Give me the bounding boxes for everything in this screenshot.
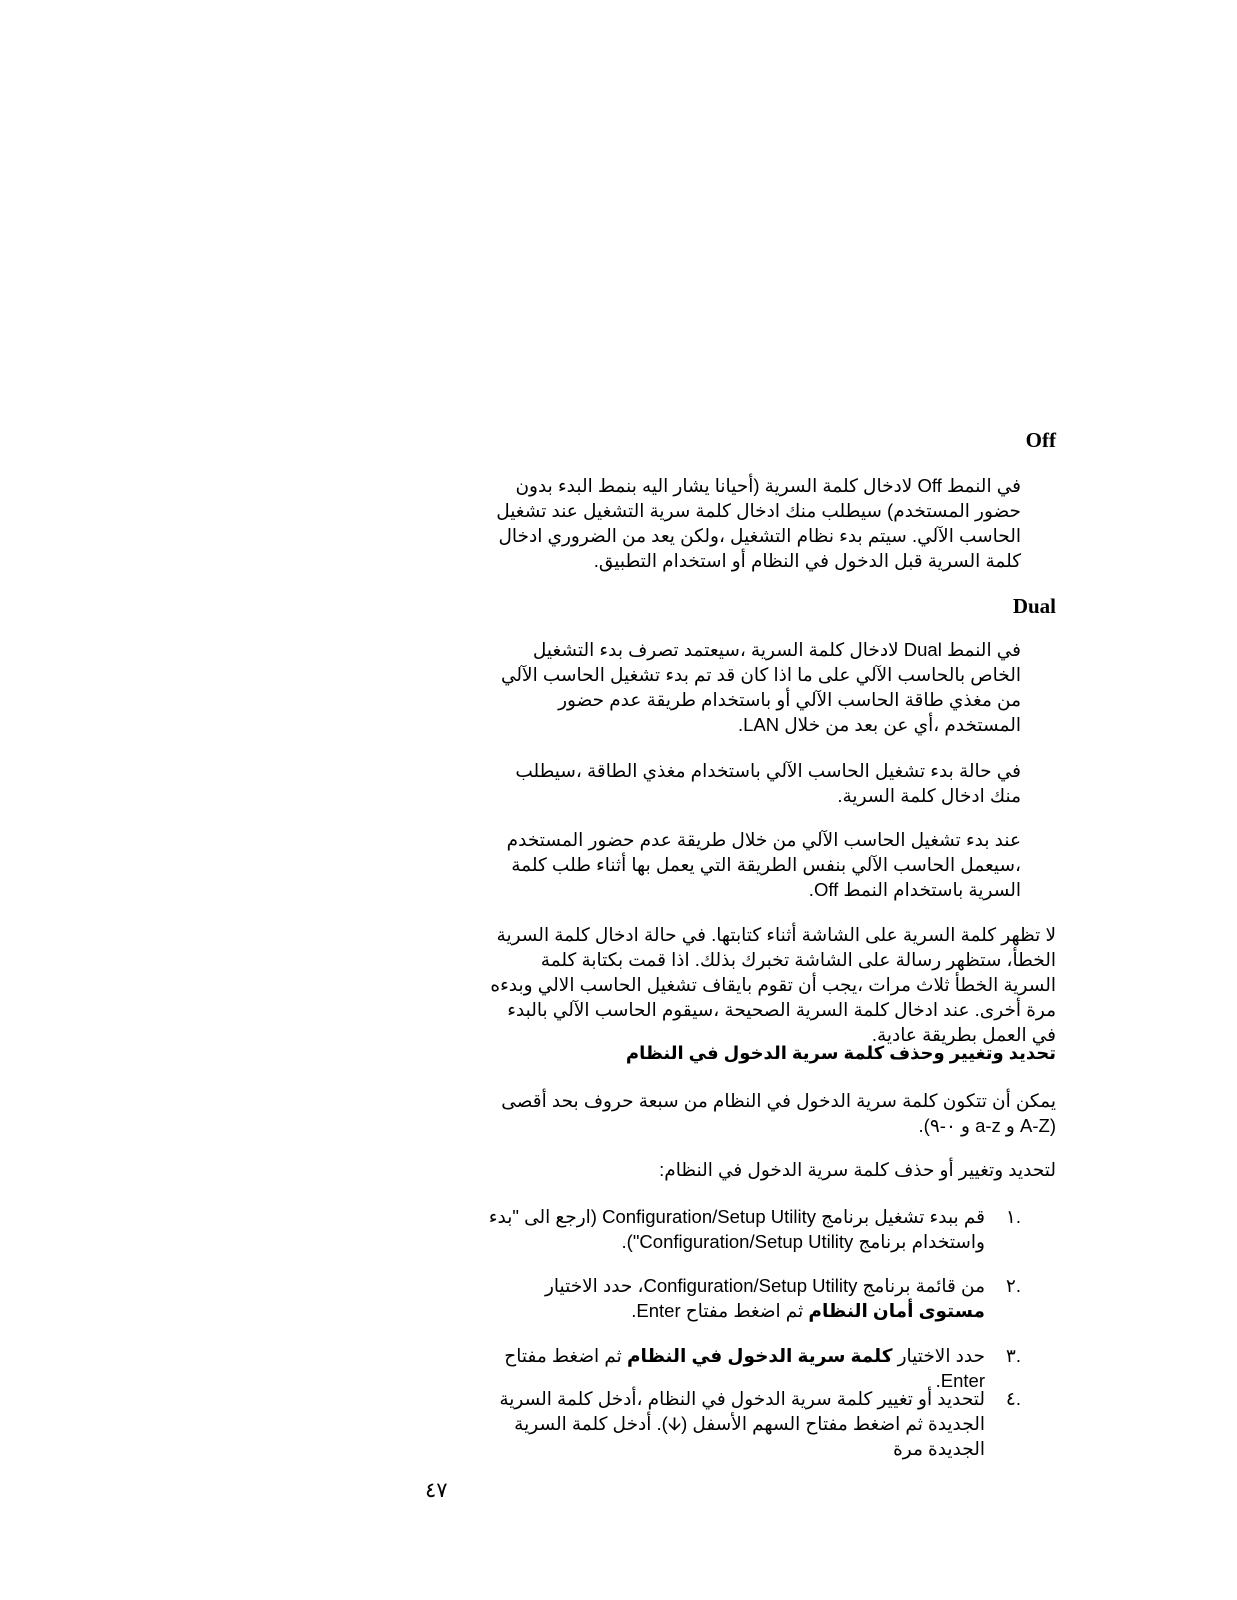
step-bold-text: كلمة سرية الدخول في النظام [626, 1345, 893, 1366]
step-number: .٤ [1005, 1388, 1021, 1409]
steps-intro: لتحديد وتغيير أو حذف كلمة سرية الدخول في النظام: [659, 1159, 1056, 1180]
list-item [481, 1204, 1021, 1254]
page-number: ٤٧ [425, 1478, 448, 1502]
dual-paragraph-1: في النمط Dual لادخال كلمة السرية ،سيعتمد تصرف بدء التشغيل الخاص بالحاسب الآلي على ما اذا كان قد تم بدء تشغيل الحاسب الآلي من مغذي طاقة الحاسب الآلي أو باستخدام طريقة عدم حضور المستخدم ،أي عن بعد من خلال LAN. [500, 639, 1021, 735]
dual-paragraph-2: في حالة بدء تشغيل الحاسب الآلي باستخدام مغذي الطاقة ،سيطلب منك ادخال كلمة السرية. [515, 760, 1021, 806]
off-paragraph: في النمط Off لادخال كلمة السرية (أحيانا يشار اليه بنمط البدء بدون حضور المستخدم) سيطلب منك ادخال كلمة سرية التشغيل عند تشغيل الحاسب الآلي. سيتم بدء نظام التشغيل ،ولكن يعد من الضروري ادخال كلمة السرية قبل الدخول في النظام أو استخدام التطبيق. [496, 475, 1021, 571]
step-number: .٢ [1005, 1275, 1021, 1296]
password-note: لا تظهر كلمة السرية على الشاشة أثناء كتابتها. في حالة ادخال كلمة السرية الخطأ، ستظهر رسالة على الشاشة تخبرك بذلك. اذا قمت بكتابة كلمة السرية الخطأ ثلاث مرات ،يجب أن تقوم بايقاف تشغيل الحاسب الالي وبدءه مرة أخرى. عند ادخال كلمة السرية الصحيحة ،سيقوم الحاسب الآلي بالبدء في العمل بطريقة عادية. [490, 924, 1056, 1045]
dual-paragraph-3: عند بدء تشغيل الحاسب الآلي من خلال طريقة عدم حضور المستخدم ،سيعمل الحاسب الآلي بنفس الطريقة التي يعمل بها أثناء طلب كلمة السرية باستخدام النمط Off. [506, 829, 1021, 900]
step-text-after: ثم اضغط مفتاح Enter. [631, 1300, 809, 1321]
step-bold-text: مستوى أمان النظام [808, 1300, 985, 1321]
system-password-heading: تحديد وتغيير وحذف كلمة سرية الدخول في النظام [625, 1043, 1056, 1063]
dual-heading: Dual [1012, 594, 1056, 618]
step-text-before: حدد الاختيار [892, 1345, 985, 1366]
step-text-after: ثم اضغط مفتاح Enter. [504, 1345, 985, 1391]
step-number: .٣ [1005, 1345, 1021, 1366]
step-number: .١ [1005, 1206, 1021, 1227]
list-item [481, 1386, 1021, 1461]
off-heading: Off [1025, 428, 1056, 452]
system-password-paragraph: يمكن أن تتكون كلمة سرية الدخول في النظام من سبعة حروف بحد أقصى (A-Z و a-z و ٠-٩). [501, 1090, 1056, 1136]
list-item [481, 1273, 1021, 1323]
step-text [481, 1273, 985, 1323]
step-text: لتحديد أو تغيير كلمة سرية الدخول في النظام ،أدخل كلمة السرية الجديدة ثم اضغط مفتاح السهم الأسفل (🡫). أدخل كلمة السرية الجديدة مرة [499, 1388, 985, 1459]
step-text: قم ببدء تشغيل برنامج Configuration/Setup Utility (ارجع الى "بدء واستخدام برنامج Configuration/Setup Utility"). [488, 1206, 985, 1252]
step-text-before: من قائمة برنامج Configuration/Setup Utility، حدد الاختيار [544, 1275, 985, 1296]
